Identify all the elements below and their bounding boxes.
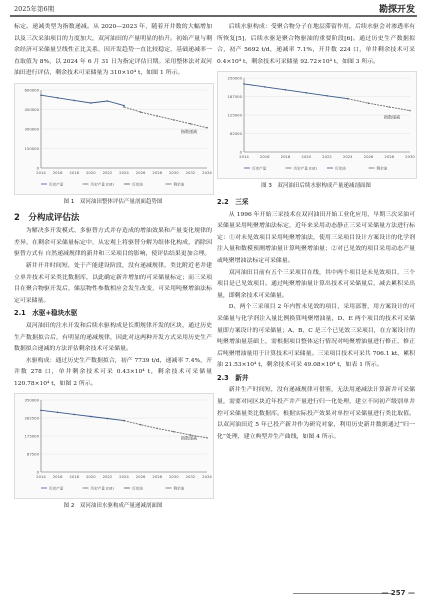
x-tick-label: 2014 — [36, 474, 46, 480]
y-tick-label: 0 — [239, 149, 242, 155]
x-tick-label: 2032 — [185, 169, 196, 175]
legend-entry: 剩余油 — [173, 486, 185, 491]
data-point — [368, 103, 370, 105]
legend-entry: 历史产量 — [49, 486, 64, 491]
figure-3-caption: 图 3 双河油田后续水驱构成产量递减剖面图 — [261, 183, 371, 190]
left-column — [14, 22, 212, 517]
paragraph: 后续水驱构成：受聚合物分子在地层滞留作用，后续水驱会对渗透率有所恢复[5]，后续水驱是聚合物驱油的重要阶段[6]。通过历史生产数据拟合，初产 5692 t/d，递减率 7.1%，开井数 224 口，单井剩余技术可采 0.4×10⁴ t，剩余技术可采储量 92.72×10⁴ t，如图 3 所示。 — [217, 24, 415, 65]
subsection-title: 2.1 水驱+稳块水驱 — [14, 309, 78, 318]
subsection-title: 2.2 三采 — [217, 197, 249, 206]
figure-2 — [14, 393, 214, 499]
x-tick-label: 2022 — [102, 474, 113, 480]
paragraph: 新井开井时间短，处于产能建设阶段，没有递减规律，类比附近老井建立单井技术可采类比数据库，以此确定新井增加的可采储量标定；而三采项目在聚合物驱开发后，储层物性参数相应会发生改变，可采用吨聚增油法标定可采储量。 — [14, 262, 212, 304]
x-tick-label: 2018 — [69, 169, 80, 175]
legend-entry: 历史油 — [132, 486, 143, 491]
series-line-0 — [41, 95, 124, 105]
x-tick-label: 2026 — [135, 169, 146, 175]
data-point — [73, 100, 75, 102]
legend-entry: 历史油 — [132, 182, 143, 187]
paragraph: 双河油田目前有五个三采项目在线，其中两个项目是未见效项目，三个项目是已见效项目。通过吨聚增油量计算出技术可采储量后，减去累积采出量，即剩余技术可采储量。 — [217, 269, 415, 299]
data-point — [173, 119, 175, 121]
page-number: — 257 — — [381, 589, 415, 597]
paragraph: D、两个三采项目 2 年内暂未见效的项目，采用部署，用方案设计的可采储量与化学剂注入量比例换算吨聚增油量，D、E 两个项目的技术可采储量即方案设计的可采储量；A、B、C 是三个已见效三采项目，在方案设计的吨聚增油量基础上，需根据项目整体运行情况对吨聚增油量进行修正，修正后吨聚增油量用于计算技术可采储量。三采项目技术可采共 706.1 kt，累积油 21.53×10⁴ t，剩余技术可采 49.08×10⁴ t，如表 1 所示。 — [217, 304, 415, 369]
x-tick-label: 2028 — [152, 169, 163, 175]
section-title: 2 分构成评估法 — [14, 212, 80, 223]
legend-entry: 剩余油 — [376, 166, 388, 171]
data-point — [107, 418, 109, 420]
data-point — [107, 100, 109, 102]
x-tick-label: 2024 — [119, 474, 129, 480]
data-point — [190, 123, 192, 125]
page-header — [0, 0, 427, 18]
x-tick-label: 2016 — [259, 154, 270, 160]
data-point — [40, 410, 42, 412]
right-column — [217, 22, 415, 443]
data-point — [206, 127, 208, 129]
legend-entry: 历史产量 (t/d) — [293, 166, 317, 171]
series-line-1 — [348, 99, 410, 111]
figure-1-chart — [15, 84, 213, 194]
figure-2-caption: 图 2 双河油田水驱构成产量递减剖面图 — [63, 503, 163, 510]
x-tick-label: 2022 — [102, 169, 113, 175]
data-point — [206, 438, 208, 440]
data-point — [140, 111, 142, 113]
x-tick-label: 2016 — [52, 169, 63, 175]
x-tick-label: 2030 — [168, 474, 179, 480]
paragraph: 新井生产时间短，没有递减规律可借鉴，无法用递减法计算新井可采储量，需要对同区块近年投产井产量进行归一化处理，建立不同初产级别单井控可采储量类比数据库。根据实际投产效果对单控可采储量进行类比取值。以双河油田近 5 年已投产新井作为研究对象，利用历史新井数据通过“归一化”处理，建立典型井生产曲线，如图 4 所示。 — [217, 387, 415, 440]
paragraph: 标定。递减类型为指数递减。从 2020—2023 年，随着开井数的大幅增加以及三次采油项目的力度加大，双河油田的产量明显的抬升。初始产量与剩余经济可采储量呈线性正比关系，因开发趋势一直比较稳定，基础递减率一直取值为 8%，以 2024 年 6 月 31 日为指定评估日期。采用整体法对双河油田进行评估，剩余技术可采储量为 310×10⁴ t，如图 1 所示。 — [14, 24, 212, 77]
x-tick-label: 2034 — [202, 169, 212, 175]
x-tick-label: 2028 — [152, 474, 163, 480]
paragraph: 水驱构成：通过历史生产数据拟合，初产 7739 t/d，递减率 7.4%，开井数 278 口，单井剩余技术可采 0.43×10⁴ t，剩余技术可采储量 120.78×10⁴ t，如图 2 所示。 — [14, 357, 212, 387]
data-point — [57, 97, 59, 99]
paragraph: 双河油田的注水开发和后续水驱构成是长期规律开发的区块，通过历史生产数据拟合后，有明显的递减规律，因此对这两种开发方式采用历史生产数据拟合递减的方法评估剩余技术可采储量。 — [14, 322, 212, 353]
legend-entry: 历史产量 — [49, 182, 64, 187]
y-tick-label: 262500 — [24, 415, 39, 421]
data-point — [156, 428, 158, 430]
figure-3 — [217, 71, 417, 179]
legend-entry: 历史产量 (t/d) — [90, 182, 114, 187]
data-point — [264, 86, 266, 88]
y-tick-label: 187500 — [227, 94, 242, 100]
legend-entry: 剩余油 — [173, 182, 185, 187]
x-tick-label: 2028 — [384, 154, 395, 160]
data-point — [40, 94, 42, 96]
chart-note: 指数递减 — [384, 115, 400, 121]
data-point — [409, 110, 411, 112]
y-tick-label: 250000 — [227, 75, 242, 81]
paragraph: 为解决多开发模式、多驱替方式并存造成的增油效果和产量变化规律的差异，在剩余可采储量标定中，从宏观上将驱替分解为组体化构成，消除因驱替方式有 自然递减规律的新井和三采项目的影响，使评估结果更加合理。 — [14, 228, 212, 258]
x-tick-label: 2026 — [135, 474, 146, 480]
x-tick-label: 2014 — [36, 169, 46, 175]
x-tick-label: 2020 — [85, 474, 96, 480]
series-line-0 — [41, 411, 124, 421]
data-point — [243, 83, 245, 85]
data-point — [285, 89, 287, 91]
x-tick-label: 2034 — [202, 474, 212, 480]
y-tick-label: 350000 — [24, 397, 39, 403]
y-tick-label: 300000 — [24, 126, 39, 132]
x-tick-label: 2026 — [363, 154, 374, 160]
y-tick-label: 0 — [36, 469, 39, 475]
data-point — [73, 414, 75, 416]
x-tick-label: 2024 — [342, 154, 353, 160]
y-tick-label: 62500 — [229, 131, 242, 137]
data-point — [326, 95, 328, 97]
legend-entry: 历史产量 — [252, 166, 267, 171]
data-point — [173, 431, 175, 433]
footer-rule — [293, 593, 393, 594]
data-point — [90, 416, 92, 418]
data-point — [156, 115, 158, 117]
y-tick-label: 450000 — [24, 106, 39, 112]
x-tick-label: 2020 — [301, 154, 312, 160]
y-tick-label: 125000 — [227, 112, 242, 118]
data-point — [57, 412, 59, 414]
y-tick-label: 87500 — [26, 451, 39, 457]
figure-1 — [14, 83, 214, 195]
figure-3-chart — [218, 72, 416, 178]
data-point — [90, 102, 92, 104]
x-tick-label: 2016 — [52, 474, 63, 480]
data-point — [123, 106, 125, 108]
x-tick-label: 2030 — [405, 154, 415, 160]
x-tick-label: 2018 — [280, 154, 291, 160]
legend-entry: 历史产量 (t/d) — [90, 486, 114, 491]
data-point — [347, 98, 349, 100]
paragraph: 从 1996 年开始三采技术在双河油田开始工业化应用，早期三次采油可采储量采用吨聚增油法标定，近年来采用动态静正三采可采储量方法进行标定：①对未见效项目采用吨聚增油法，使用三采项目设计方案设计的化学剂注入量和数模预测增油量计算吨聚增油量；②对已见效的项目采用动态产量或吨聚增油法标定可采储量。 — [217, 211, 415, 264]
y-tick-label: 175000 — [24, 433, 39, 439]
series-line-1 — [124, 107, 207, 128]
data-point — [123, 420, 125, 422]
x-tick-label: 2022 — [322, 154, 332, 160]
chart-note: 指数递减 — [181, 436, 197, 442]
x-tick-label: 2020 — [85, 169, 96, 175]
x-tick-label: 2024 — [119, 169, 129, 175]
subsection-title: 2.3 新井 — [217, 373, 249, 382]
journal-issue: 2025年第6期 — [14, 5, 55, 13]
y-tick-label: 600000 — [24, 87, 39, 93]
chart-note: 指数递减 — [181, 128, 197, 134]
figure-1-caption: 图 1 双河油田整体评估产量剖面趋势图 — [63, 198, 163, 205]
y-tick-label: 0 — [36, 165, 39, 171]
data-point — [140, 424, 142, 426]
x-tick-label: 2032 — [185, 474, 196, 480]
x-tick-label: 2014 — [239, 154, 249, 160]
legend-entry: 历史油 — [335, 166, 346, 171]
column-title: 勘探开发 — [378, 5, 415, 15]
x-tick-label: 2030 — [168, 169, 179, 175]
header-rule — [10, 15, 417, 17]
y-tick-label: 150000 — [24, 145, 39, 151]
x-tick-label: 2018 — [69, 474, 80, 480]
data-point — [388, 107, 390, 109]
data-point — [305, 92, 307, 94]
figure-2-chart — [15, 394, 213, 498]
